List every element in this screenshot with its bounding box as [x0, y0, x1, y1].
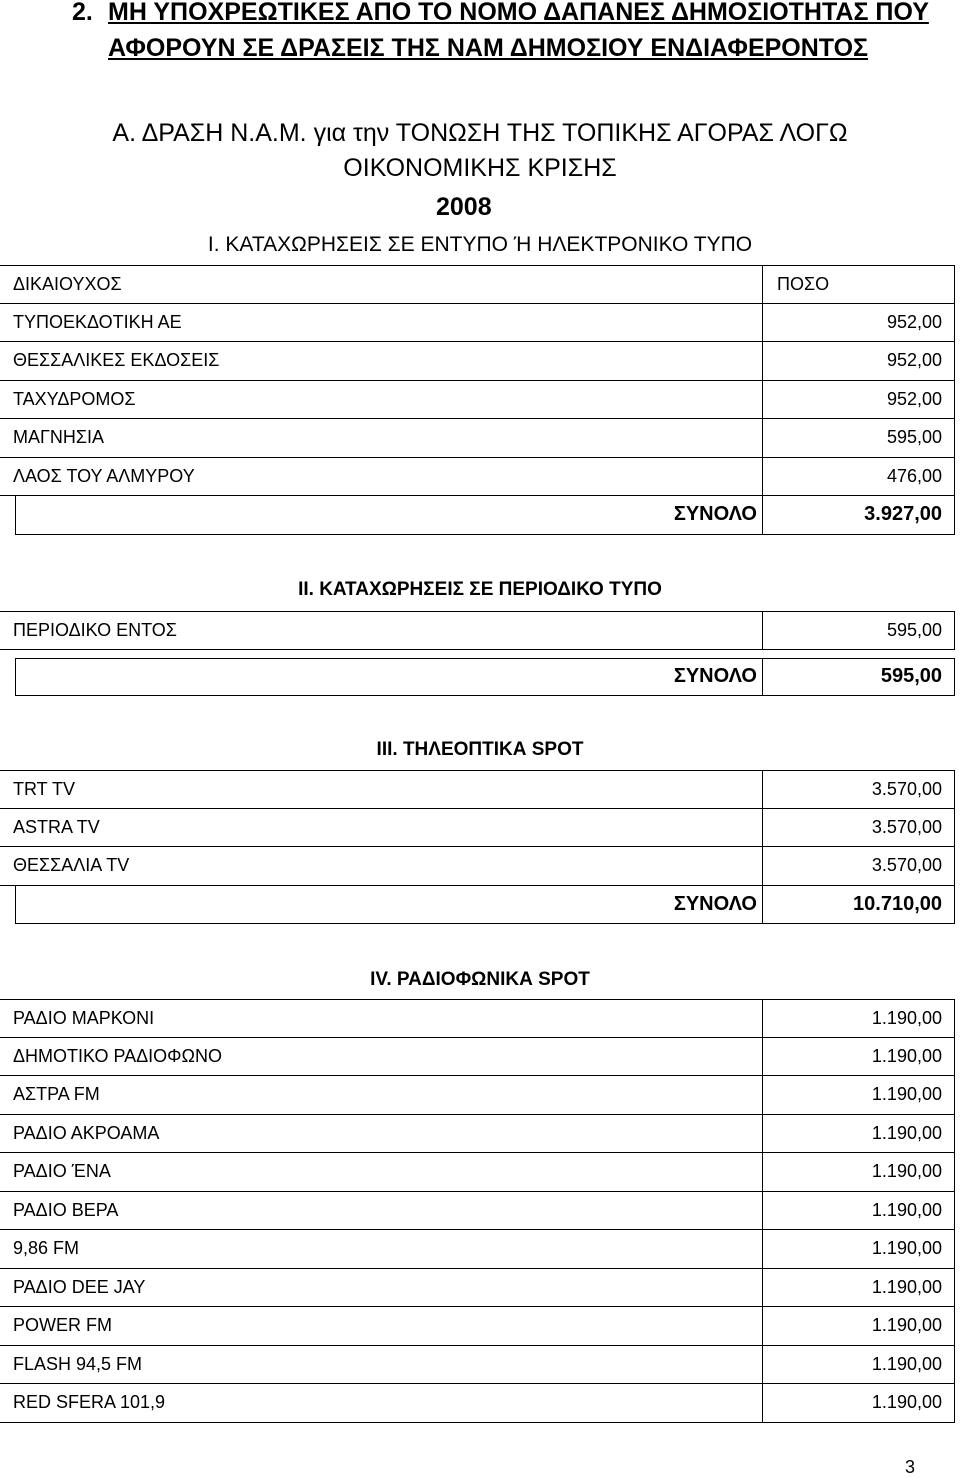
- table-row: [0, 1346, 955, 1385]
- amount-value: 1.190,00: [762, 1192, 954, 1230]
- beneficiary-name: TRT TV: [13, 778, 76, 799]
- section-1-table: [0, 265, 955, 535]
- total-row: [15, 496, 955, 535]
- total-row: [15, 658, 955, 697]
- table-header-row: [0, 265, 955, 304]
- table-row: [0, 770, 955, 809]
- table-row: [0, 999, 955, 1038]
- amount-value: 1.190,00: [762, 1269, 954, 1307]
- total-value: 3.927,00: [762, 496, 954, 534]
- amount-value: 952,00: [762, 342, 954, 380]
- table-row: [0, 304, 955, 343]
- beneficiary-name: ΠΕΡΙΟΔΙΚΟ ΕΝΤΟΣ: [13, 619, 177, 640]
- column-header-beneficiary: ΔΙΚΑΙΟΥΧΟΣ: [13, 273, 122, 294]
- total-label: ΣΥΝΟΛΟ: [673, 503, 757, 526]
- amount-value: 1.190,00: [762, 1076, 954, 1114]
- table-row: [0, 342, 955, 381]
- table-row: [0, 611, 955, 650]
- beneficiary-name: ΤΥΠΟΕΚΔΟΤΙΚΗ ΑΕ: [13, 311, 182, 332]
- amount-value: 1.190,00: [762, 1153, 954, 1191]
- amount-value: 3.570,00: [762, 771, 954, 808]
- beneficiary-name: ΘΕΣΣΑΛΙΚΕΣ ΕΚΔΟΣΕΙΣ: [13, 350, 220, 371]
- amount-value: 1.190,00: [762, 1384, 954, 1422]
- section-3-title: III. ΤΗΛΕΟΠΤΙΚΑ SPOT: [376, 739, 584, 760]
- beneficiary-name: ΜΑΓΝΗΣΙΑ: [13, 427, 105, 448]
- beneficiary-name: ΤΑΧΥΔΡΟΜΟΣ: [13, 388, 136, 409]
- beneficiary-name: ΛΑΟΣ ΤΟΥ ΑΛΜΥΡΟΥ: [13, 465, 195, 486]
- table-row: [0, 847, 955, 886]
- beneficiary-name: ΘΕΣΣΑΛΙΑ TV: [13, 855, 130, 876]
- beneficiary-name: POWER FM: [13, 1315, 112, 1336]
- beneficiary-name: RED SFERA 101,9: [13, 1392, 166, 1413]
- table-row: [0, 1384, 955, 1423]
- total-value: 595,00: [762, 659, 954, 696]
- beneficiary-name: ΡΑΔΙΟ ΈΝΑ: [13, 1161, 111, 1182]
- beneficiary-name: 9,86 FM: [13, 1238, 80, 1259]
- total-label: ΣΥΝΟΛΟ: [673, 892, 757, 915]
- amount-value: 1.190,00: [762, 1230, 954, 1268]
- amount-value: 3.570,00: [762, 809, 954, 847]
- amount-value: 1.190,00: [762, 1000, 954, 1037]
- heading-line-2: ΑΦΟΡΟΥΝ ΣΕ ΔΡΑΣΕΙΣ ΤΗΣ ΝΑΜ ΔΗΜΟΣΙΟΥ ΕΝΔΙΑΦΕΡΟΝΤΟΣ: [108, 34, 869, 62]
- table-row: [0, 1269, 955, 1308]
- action-title-line-1: Α. ΔΡΑΣΗ Ν.Α.Μ. για την ΤΟΝΩΣΗ ΤΗΣ ΤΟΠΙΚΗΣ ΑΓΟΡΑΣ ΛΟΓΩ: [112, 119, 848, 147]
- amount-value: 952,00: [762, 381, 954, 419]
- beneficiary-name: ΡΑΔΙΟ DEE JAY: [13, 1276, 146, 1297]
- beneficiary-name: ΑΣΤΡΑ FM: [13, 1084, 100, 1105]
- page-number: 3: [905, 1457, 916, 1477]
- table-row: [0, 1038, 955, 1077]
- beneficiary-name: ΡΑΔΙΟ ΑΚΡΟΑΜΑ: [13, 1122, 160, 1143]
- table-row: [0, 1307, 955, 1346]
- table-row: [0, 1230, 955, 1269]
- section-4-title: IV. ΡΑΔΙΟΦΩΝΙΚΑ SPOT: [370, 969, 590, 990]
- table-row: [0, 1192, 955, 1231]
- table-row: [0, 809, 955, 848]
- total-label: ΣΥΝΟΛΟ: [673, 665, 757, 688]
- table-row: [0, 419, 955, 458]
- table-row: [0, 1076, 955, 1115]
- column-header-amount: ΠΟΣΟ: [762, 266, 954, 303]
- table-row: [0, 1153, 955, 1192]
- beneficiary-name: ΡΑΔΙΟ ΒΕΡΑ: [13, 1199, 119, 1220]
- total-row: [15, 886, 955, 925]
- amount-value: 1.190,00: [762, 1115, 954, 1153]
- beneficiary-name: FLASH 94,5 FM: [13, 1353, 143, 1374]
- action-title-line-2: ΟΙΚΟΝΟΜΙΚΗΣ ΚΡΙΣΗΣ: [343, 154, 617, 182]
- section-3-table: [0, 770, 955, 924]
- heading-number: 2.: [72, 0, 93, 26]
- section-2-title: II. ΚΑΤΑΧΩΡΗΣΕΙΣ ΣΕ ΠΕΡΙΟΔΙΚΟ ΤΥΠΟ: [298, 579, 662, 600]
- table-row: [0, 381, 955, 420]
- amount-value: 1.190,00: [762, 1307, 954, 1345]
- section-1-title: I. ΚΑΤΑΧΩΡΗΣΕΙΣ ΣΕ ΕΝΤΥΠΟ Ή ΗΛΕΚΤΡΟΝΙΚΟ ΤΥΠΟ: [207, 233, 753, 256]
- heading-line-1: ΜΗ ΥΠΟΧΡΕΩΤΙΚΕΣ ΑΠΟ ΤΟ ΝΟΜΟ ΔΑΠΑΝΕΣ ΔΗΜΟΣΙΟΤΗΤΑΣ ΠΟΥ: [108, 0, 929, 26]
- beneficiary-name: ΔΗΜΟΤΙΚΟ ΡΑΔΙΟΦΩΝΟ: [13, 1045, 222, 1066]
- section-2-table: [0, 611, 955, 696]
- amount-value: 595,00: [762, 419, 954, 457]
- beneficiary-name: ΡΑΔΙΟ ΜΑΡΚΟΝΙ: [13, 1007, 155, 1028]
- action-year: 2008: [436, 193, 492, 221]
- total-value: 10.710,00: [762, 886, 954, 924]
- table-row: [0, 458, 955, 497]
- amount-value: 476,00: [762, 458, 954, 496]
- table-row: [0, 1115, 955, 1154]
- amount-value: 952,00: [762, 304, 954, 342]
- beneficiary-name: ASTRA TV: [13, 816, 100, 837]
- amount-value: 595,00: [762, 612, 954, 649]
- amount-value: 1.190,00: [762, 1346, 954, 1384]
- amount-value: 1.190,00: [762, 1038, 954, 1076]
- amount-value: 3.570,00: [762, 847, 954, 885]
- section-4-table: [0, 999, 955, 1423]
